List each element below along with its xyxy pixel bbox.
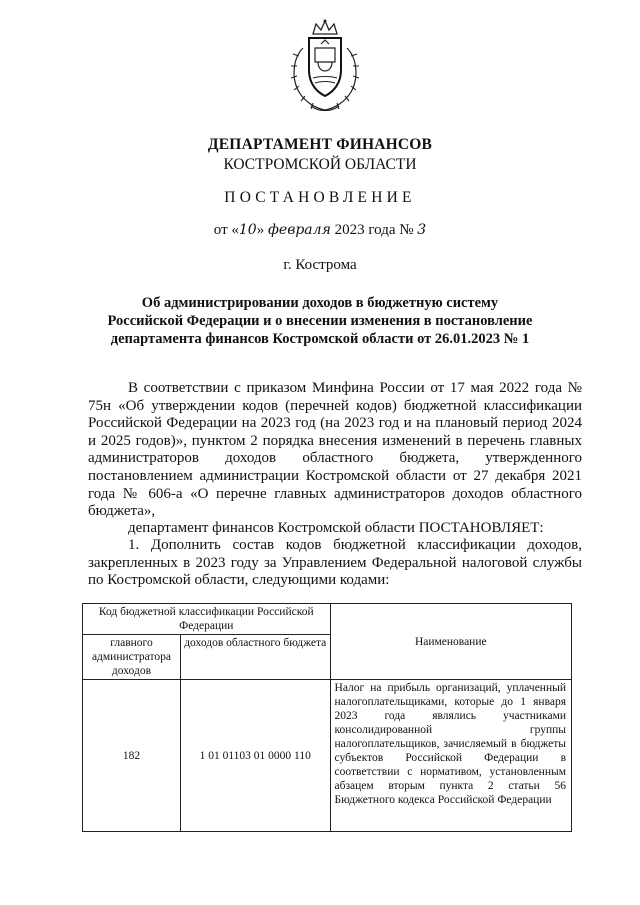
document-number: 3 — [417, 222, 427, 238]
header-admin-cell: главного администратора доходов — [83, 635, 181, 680]
document-heading — [0, 294, 640, 348]
header-name-cell: Наименование — [330, 604, 571, 680]
date-month: февраля — [267, 222, 331, 238]
city-name: г. Кострома — [283, 257, 357, 273]
date-suffix: 2023 года № — [330, 222, 418, 238]
budget-codes-table — [82, 603, 572, 832]
coat-of-arms-emblem — [285, 18, 365, 118]
department-name: ДЕПАРТАМЕНТ ФИНАНСОВ — [207, 136, 433, 153]
document-type-title: ПОСТАНОВЛЕНИЕ — [224, 189, 416, 206]
income-name-cell: Налог на прибыль организаций, уплаченный налогоплательщиками, которые до 1 января 2023 года являлись участниками консолидированной группы налогоплательщиков, зачисляемый в бюджеты субъектов Российской Федерации в соответствии с нормативом, установленным абзацем вторым пункта 2 статьи 56 Бюджетного кодекса Российской Федерации — [330, 680, 571, 832]
header-income-cell: доходов областного бюджета — [180, 635, 330, 680]
document-date-line — [0, 222, 640, 239]
date-day: 10 — [238, 222, 257, 238]
header-group-cell: Код бюджетной классификации Российской Федерации — [83, 604, 331, 635]
table-header-row — [83, 604, 572, 635]
heading-line-2: Российской Федерации и о внесении изменения в постановление — [107, 313, 533, 329]
admin-code-cell: 182 — [83, 680, 181, 832]
table-row — [83, 680, 572, 832]
date-mid: » — [256, 222, 268, 238]
preamble-paragraph: В соответствии с приказом Минфина России от 17 мая 2022 года № 75н «Об утверждении кодов (перечней кодов) бюджетной классификации Российской Федерации на 2023 год (на 2023 год и на плановый период 2024 и 2025 годов)», пунктом 2 порядка внесения изменений в перечень главных администраторов доходов областного бюджета, утвержденного постановлением администрации Костромской области от 27 декабря 2021 года № 606-а «О перечне главных администраторов доходов областного бюджета», — [88, 380, 582, 520]
heading-line-1: Об администрировании доходов в бюджетную систему — [141, 295, 499, 311]
clause-1-paragraph: 1. Дополнить состав кодов бюджетной классификации доходов, закрепленных в 2023 году за Управлением Федеральной налоговой службы по Костромской области, следующими кодами: — [88, 537, 582, 589]
income-code-cell: 1 01 01103 01 0000 110 — [180, 680, 330, 832]
resolution-paragraph: департамент финансов Костромской области ПОСТАНОВЛЯЕТ: — [128, 520, 544, 536]
heading-line-3: департамента финансов Костромской области от 26.01.2023 № 1 — [110, 331, 530, 347]
date-prefix: от « — [213, 222, 239, 238]
department-region: КОСТРОМСКОЙ ОБЛАСТИ — [223, 156, 417, 173]
